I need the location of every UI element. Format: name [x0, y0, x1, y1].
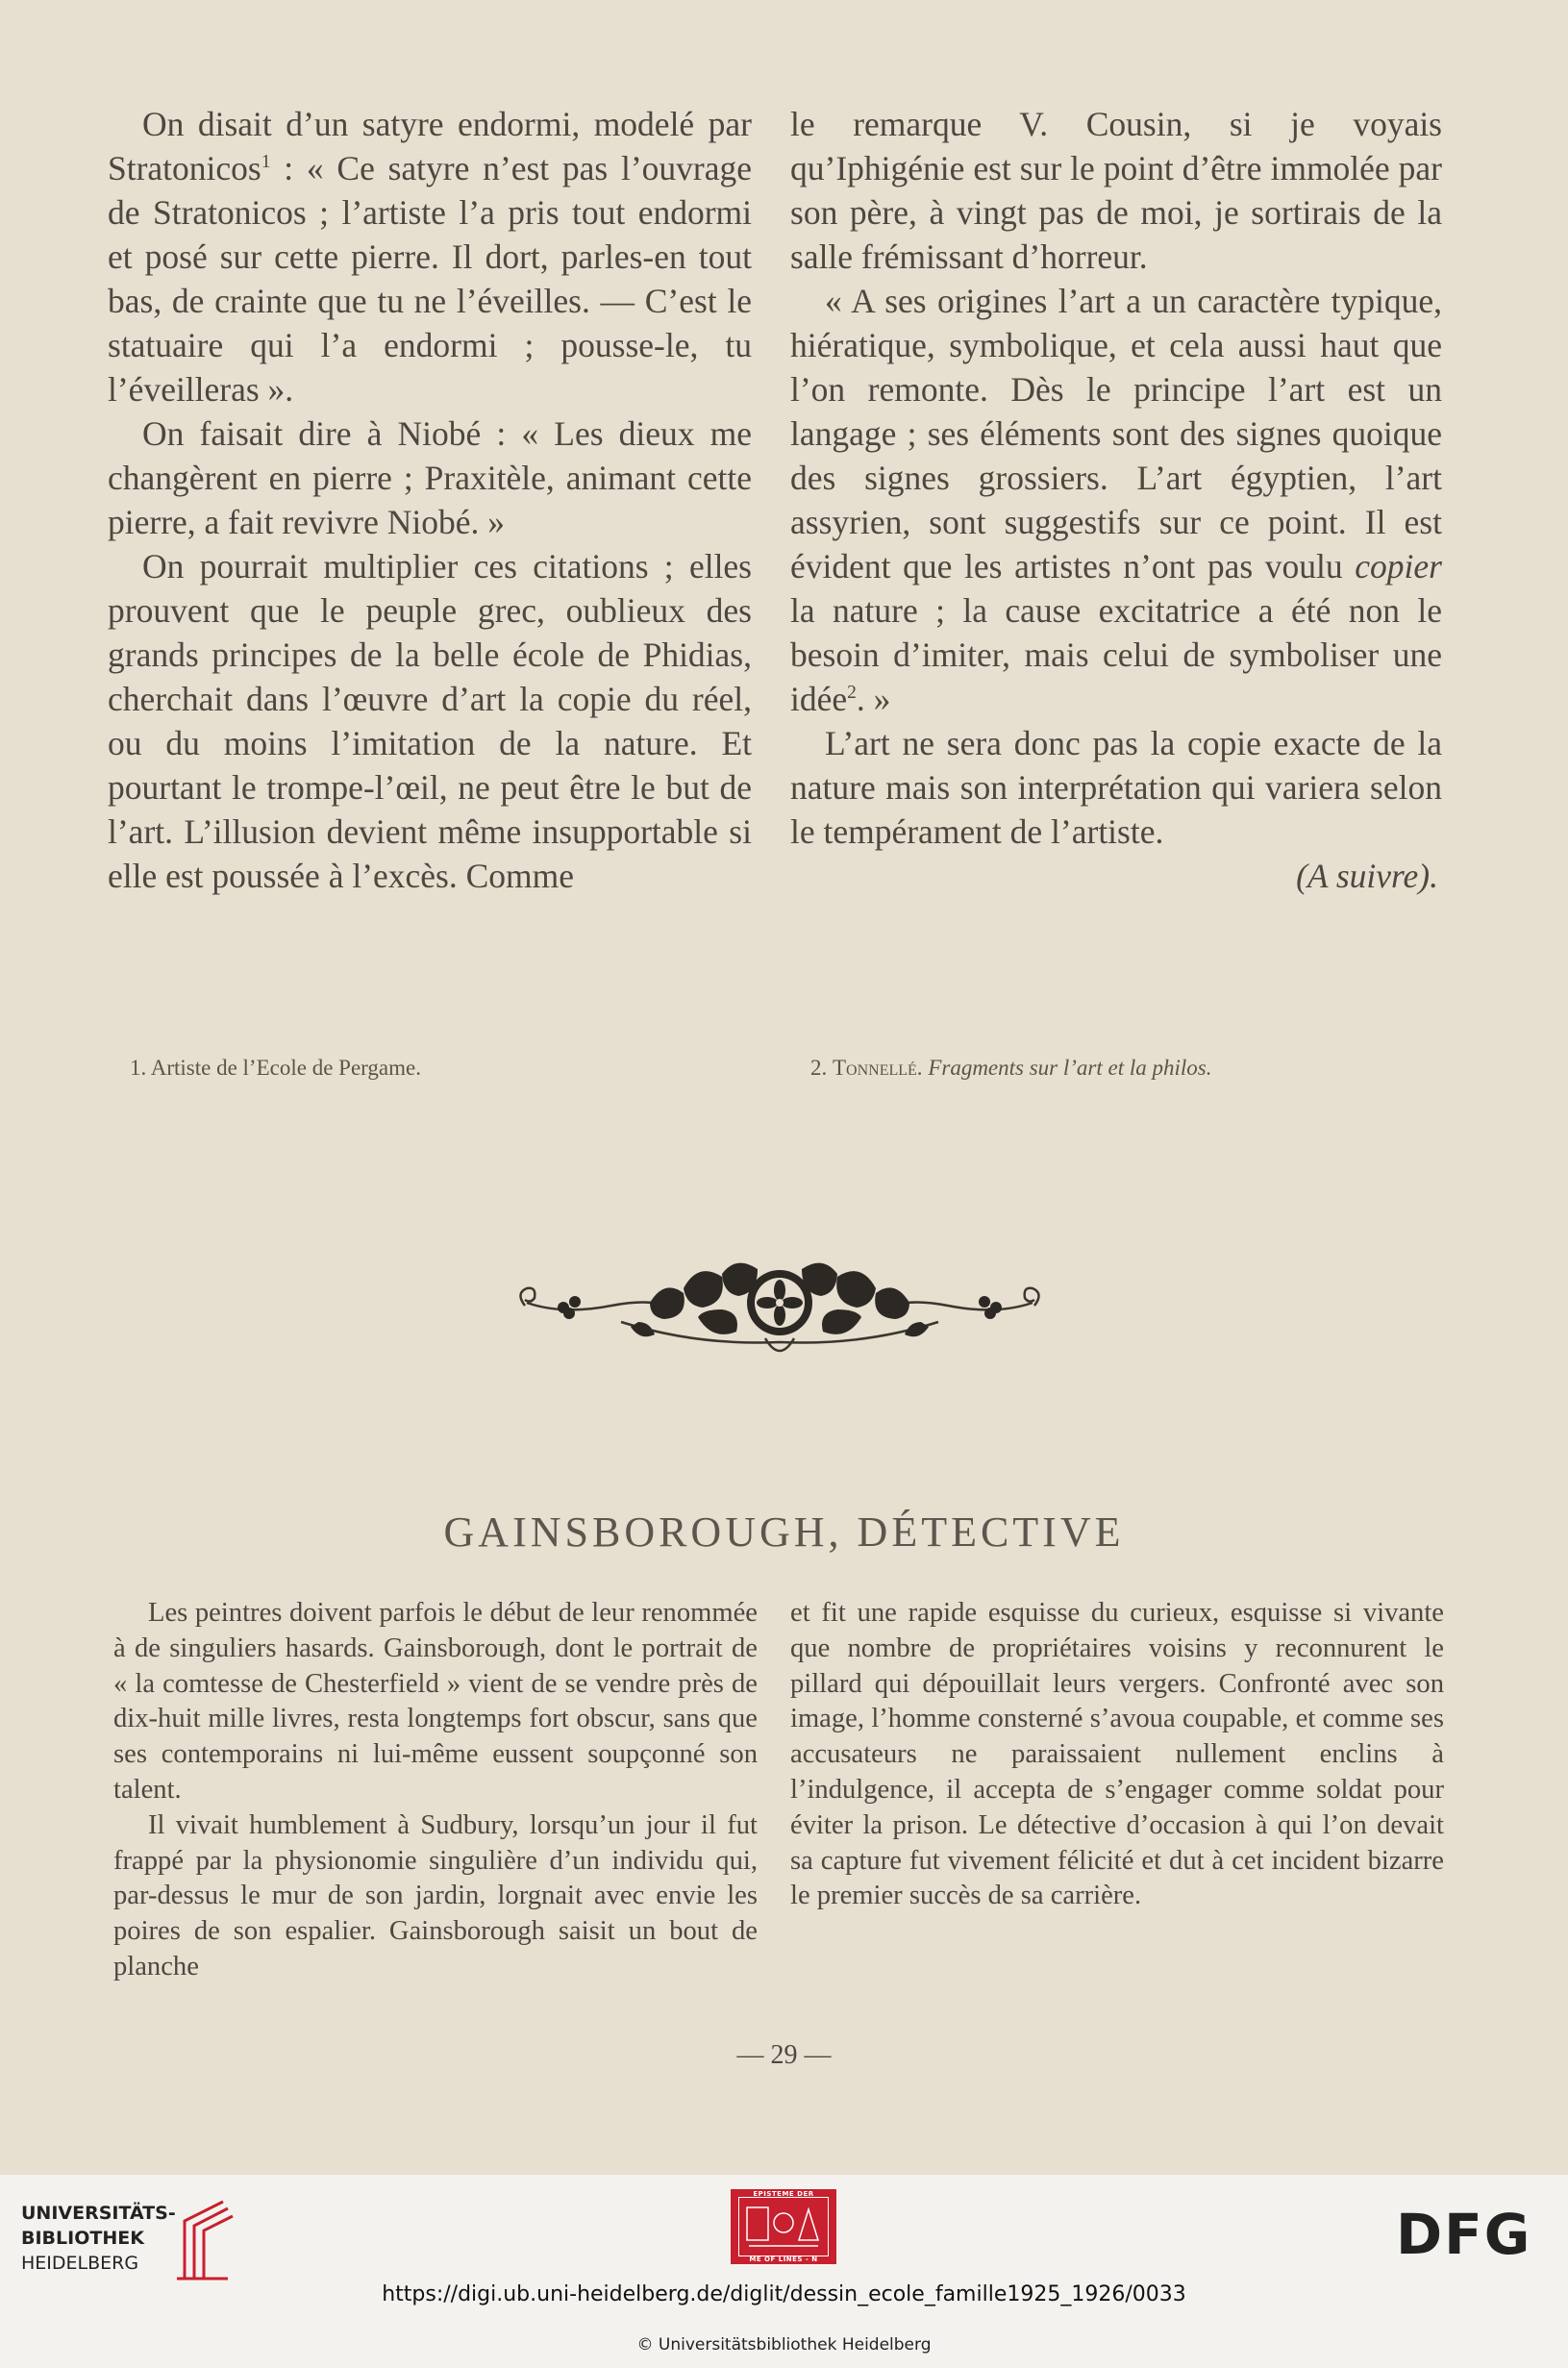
to-be-continued: (A suivre).	[1296, 857, 1438, 895]
dfg-logo[interactable]: DFG	[1396, 2202, 1532, 2267]
bottom-right-column	[790, 1596, 1444, 1914]
paragraph: On disait d’un satyre endormi, modelé par Stratonicos$^1$ : « Ce satyre n’est pas l’ouvrage de Stratonicos ; l’artiste l’a pris tout endormi et posé sur cette pierre. Il dort, parles-en tout bas, de crainte que tu ne l’éveilles. — C’est le statuaire qui l’a endormi ; pousse-le, tu l’éveilleras ».	[108, 105, 752, 409]
manuscript-figures-icon	[739, 2198, 828, 2256]
paragraph: On faisait dire à Niobé : « Les dieux me changèrent en pierre ; Praxitèle, animant cette pierre, a fait revivre Niobé. »	[108, 414, 752, 541]
university-library-logo[interactable]: UNIVERSITÄTS- BIBLIOTHEK HEIDELBERG	[21, 2197, 261, 2288]
paragraph: le remarque V. Cousin, si je voyais qu’Iphigénie est sur le point d’être immolée par son père, à vingt pas de moi, je sortirais de la salle frémissant d’horreur.	[790, 105, 1442, 276]
library-mark-icon	[165, 2197, 242, 2283]
copyright-notice: © Universitätsbibliothek Heidelberg	[636, 2335, 932, 2355]
footnote-1: 1. Artiste de l’Ecole de Pergame.	[130, 1056, 421, 1080]
top-left-column	[108, 102, 752, 898]
footnote-2: 2. Tonnellé. Fragments sur l’art et la philos.	[810, 1056, 1212, 1080]
footnote-marker: 1	[261, 152, 271, 173]
paragraph: L’art ne sera donc pas la copie exacte de la nature mais son interprétation qui variera selon le tempérament de l’artiste.	[790, 724, 1442, 851]
paragraph: et fit une rapide esquisse du curieux, esquisse si vivante que nombre de propriétaires voisins y reconnurent le pillard qui dépouillait leurs vergers. Confronté avec son image, l’homme consterné s’avoua coupable, et comme ses accusateurs ne paraissaient nullement enclins à l’indulgence, il accepta de s’engager comme soldat pour éviter la prison. Le détective d’occasion à qui l’on devait sa capture fut vivement félicité et dut à cet incident bizarre le premier succès de sa carrière.	[790, 1598, 1444, 1911]
page-number: — 29 —	[736, 2040, 832, 2070]
footnote-marker: 2	[847, 683, 857, 704]
project-logo[interactable]: EPISTEME DER ME OF LINES - N	[731, 2189, 836, 2264]
floral-vignette-icon	[506, 1250, 1054, 1375]
paragraph: Les peintres doivent parfois le début de leur renommée à de singuliers hasards. Gainsborough, dont le portrait de « la comtesse de Chesterfield » vient de se vendre près de dix-huit mille livres, resta longtemps fort obscur, sans que ses contemporains ni lui-même eussent soupçonné son talent.	[113, 1598, 758, 1805]
article-title: GAINSBOROUGH, DÉTECTIVE	[443, 1508, 1125, 1556]
paragraph: Il vivait humblement à Sudbury, lorsqu’un jour il fut frappé par la physionomie singulière d’un individu qui, par-dessus le mur de son jardin, lorgnait avec envie les poires de son espalier. Gainsborough saisit un bout de planche	[113, 1809, 758, 1982]
permalink[interactable]: https://digi.ub.uni-heidelberg.de/diglit/dessin_ecole_famille1925_1926/0033	[382, 2282, 1186, 2306]
footer-bar	[0, 2175, 1568, 2368]
paragraph: On pourrait multiplier ces citations ; elles prouvent que le peuple grec, oublieux des grands principes de la belle école de Phidias, cherchait dans l’œuvre d’art la copie du réel, ou du moins l’imitation de la nature. Et pourtant le trompe-l’œil, ne peut être le but de l’art. L’illusion devient même insupportable si elle est poussée à l’excès. Comme	[108, 547, 752, 895]
bottom-left-column	[113, 1596, 758, 1985]
top-right-column	[790, 102, 1442, 898]
paragraph: « A ses origines l’art a un caractère typique, hiératique, symbolique, et cela aussi haut que l’on remonte. Dès le principe l’art est un langage ; ses éléments sont des signes quoique des signes grossiers. L’art égyptien, l’art assyrien, sont suggestifs sur ce point. Il est évident que les artistes n’ont pas voulu copier la nature ; la cause excitatrice a été non le besoin d’imiter, mais celui de symboliser une idée$^2$. »	[790, 282, 1442, 718]
